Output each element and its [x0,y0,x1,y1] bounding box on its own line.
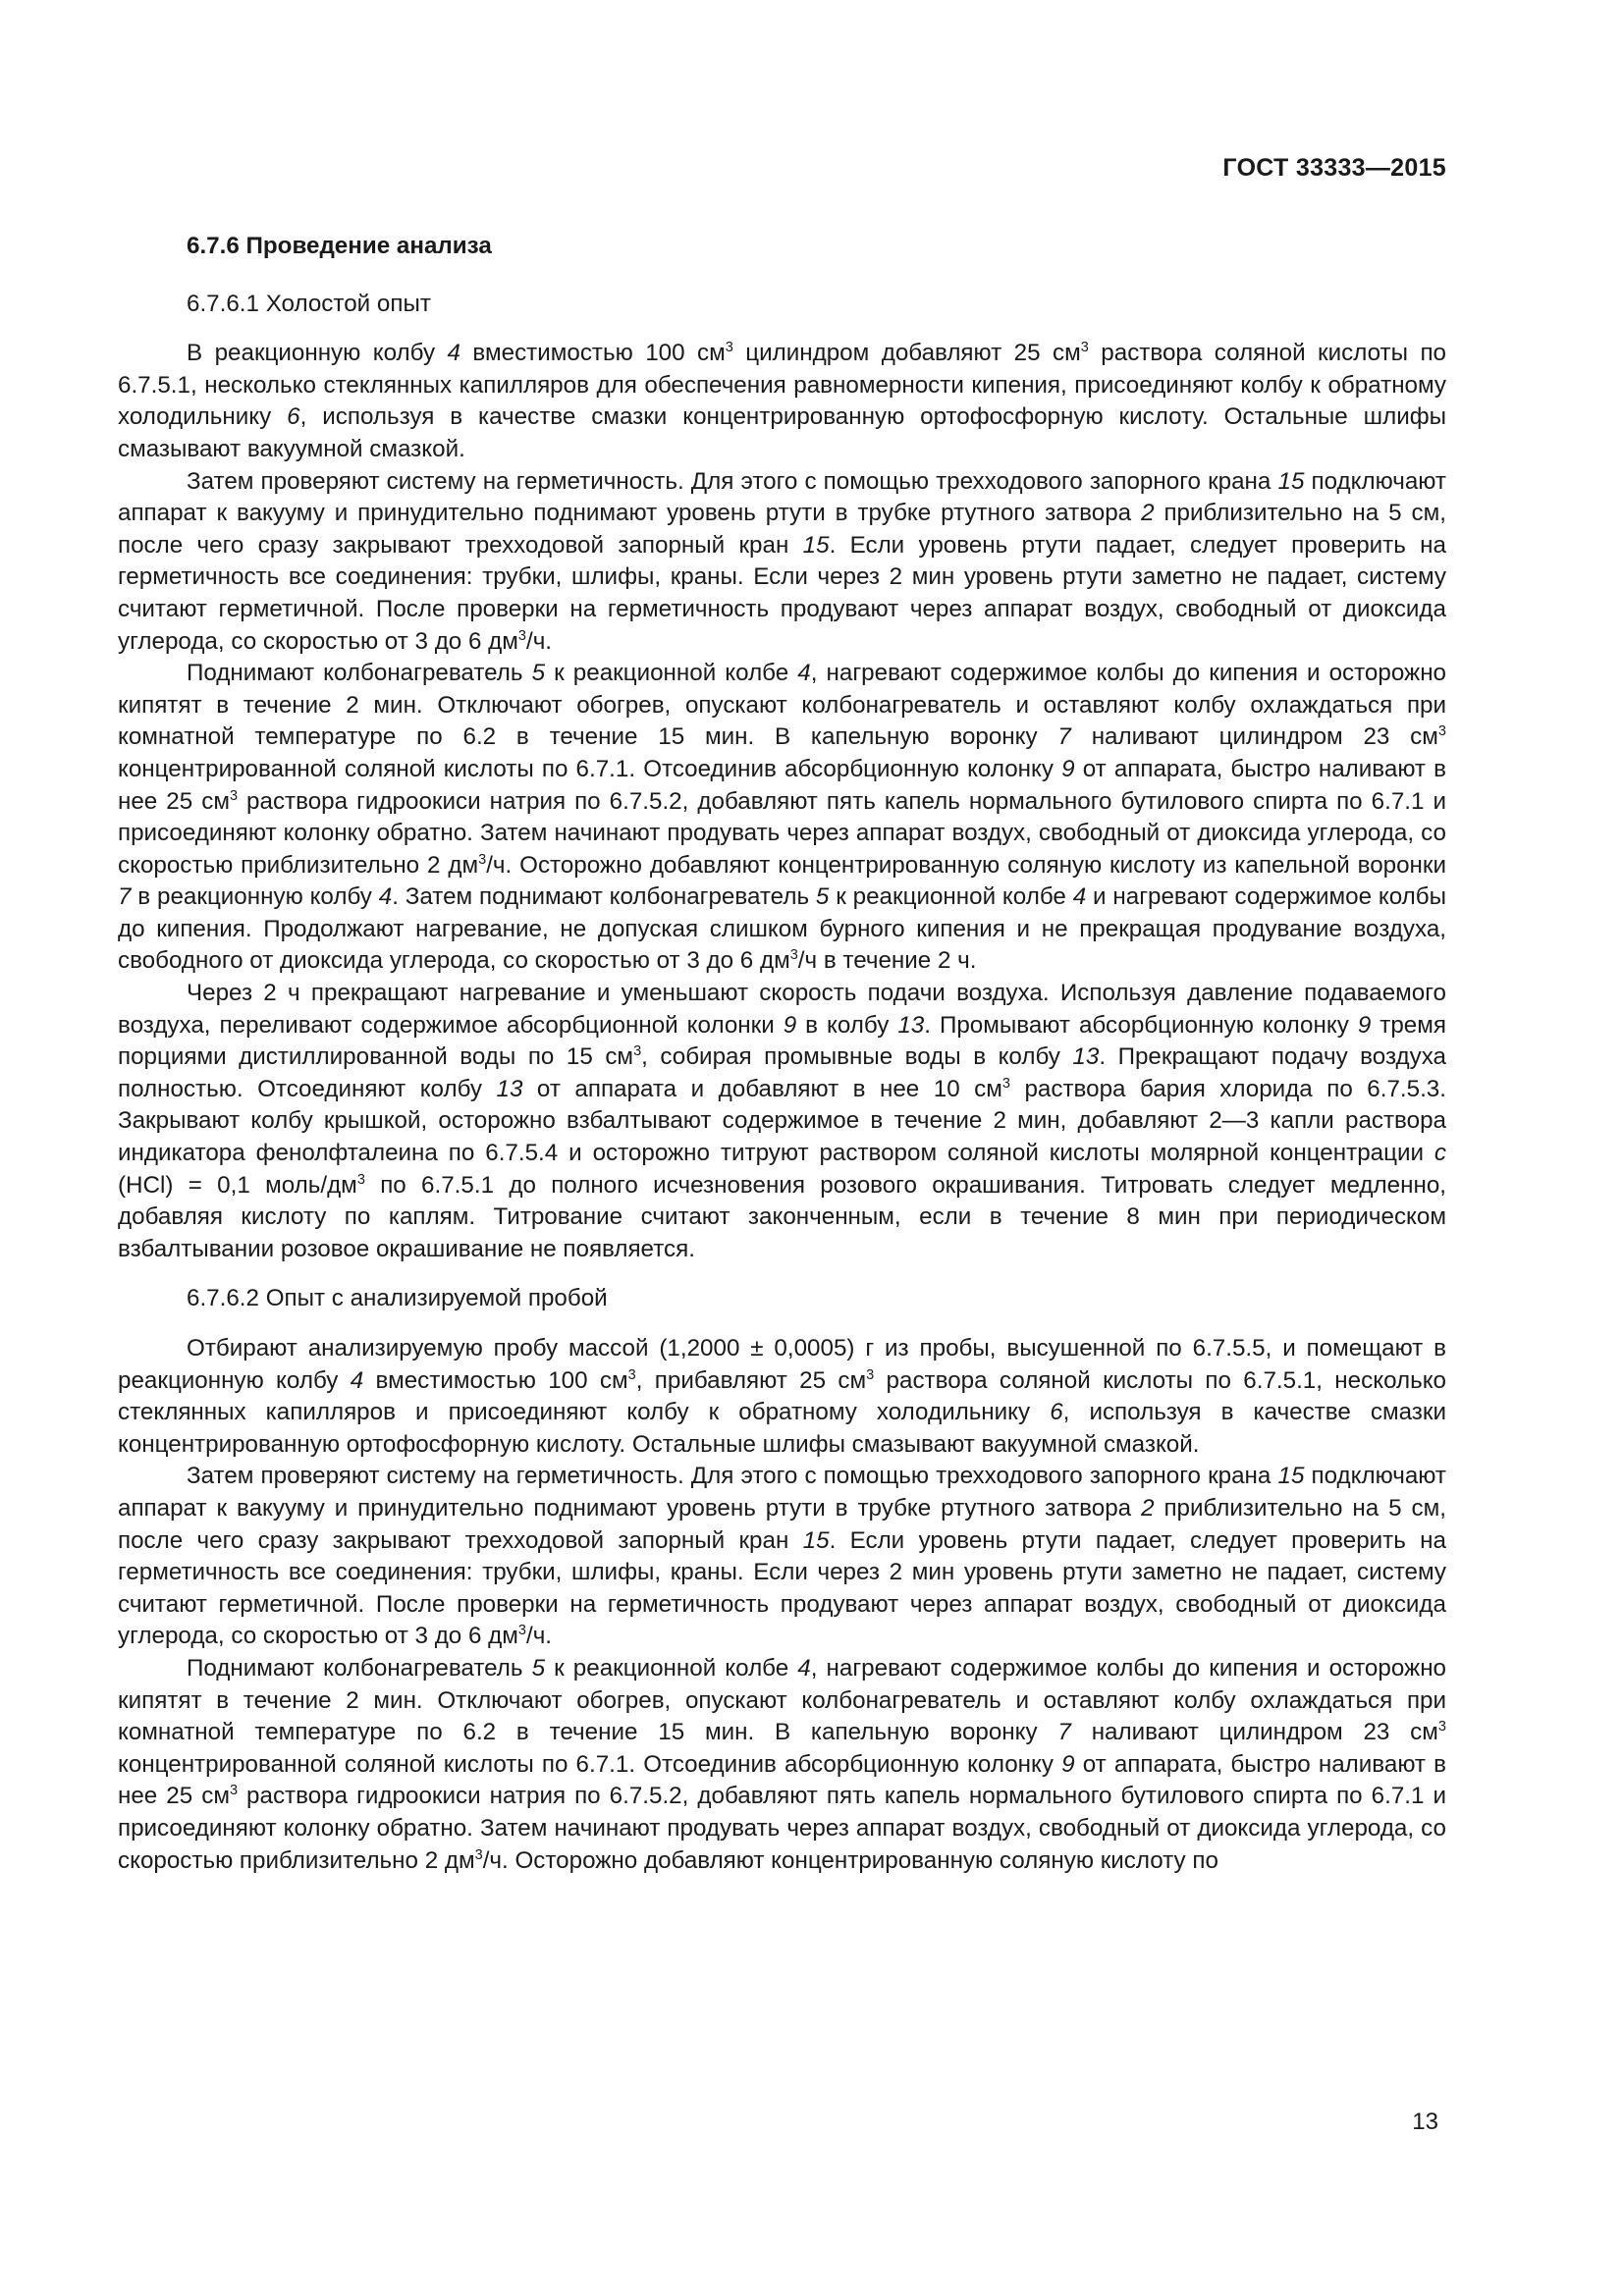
paragraph: Затем проверяют систему на герметичность. Для этого с помощью трехходового запорного крана 15 подключают аппарат к вакууму и принудительно поднимают уровень ртути в трубке ртутного затвора 2 приблизительно на 5 см, после чего сразу закрывают трехходовой запорный кран 15. Если уровень ртути падает, следует проверить на герметичность все соединения: трубки, шлифы, краны. Если через 2 мин уровень ртути заметно не падает, систему считают герметичной. После проверки на герметичность продувают через аппарат воздух, свободный от диоксида углерода, со скоростью от 3 до 6 $дм^3/ч$. [118,1463,1446,1650]
page-content [118,231,1446,1877]
paragraph: Отбирают анализируемую пробу массой (1,2000 ± 0,0005) г из пробы, высушенной по 6.7.5.5, и помещают в реакционную колбу 4 вместимостью 100 $см^3$, прибавляют 25 $см^3$ раствора соляной кислоты по 6.7.5.1, несколько стеклянных капилляров и присоединяют колбу к обратному холодильнику 6, используя в качестве смазки концентрированную ортофосфорную кислоту. Остальные шлифы смазывают вакуумной смазкой. [118,1335,1447,1458]
paragraph: В реакционную колбу 4 вместимостью 100 $см^3$ цилиндром добавляют 25 $см^3$ раствора соляной кислоты по 6.7.5.1, несколько стеклянных капилляров для обеспечения равномерности кипения, присоединяют колбу к обратному холодильнику 6, используя в качестве смазки концентрированную ортофосфорную кислоту. Остальные шлифы смазывают вакуумной смазкой. [118,340,1446,462]
paragraph: Поднимают колбонагреватель 5 к реакционной колбе 4, нагревают содержимое колбы до кипения и осторожно кипятят в течение 2 мин. Отключают обогрев, опускают колбонагреватель и оставляют колбу охлаждаться при комнатной температуре по 6.2 в течение 15 мин. В капельную воронку 7 наливают цилиндром 23 $см^3$ концентрированной соляной кислоты по 6.7.1. Отсоединив абсорбционную колонку 9 от аппарата, быстро наливают в нее 25 $см^3$ раствора гидроокиси натрия по 6.7.5.2, добавляют пять капель нормального бутилового спирта по 6.7.1 и присоединяют колонку обратно. Затем начинают продувать через аппарат воздух, свободный от диоксида углерода, со скоростью приблизительно 2 $дм^3/ч$. Осторожно добавляют концентрированную соляную кислоту по [118,1654,1446,1874]
page-number: 13 [1412,2109,1438,2135]
paragraph: Затем проверяют систему на герметичность. Для этого с помощью трехходового запорного крана 15 подключают аппарат к вакууму и принудительно поднимают уровень ртути в трубке ртутного затвора 2 приблизительно на 5 см, после чего сразу закрывают трехходовой запорный кран 15. Если уровень ртути падает, следует проверить на герметичность все соединения: трубки, шлифы, краны. Если через 2 мин уровень ртути заметно не падает, систему считают герметичной. После проверки на герметичность продувают через аппарат воздух, свободный от диоксида углерода, со скоростью от 3 до 6 $дм^3/ч$. [118,467,1446,655]
subsection-title-blank-test: 6.7.6.1 Холостой опыт [187,290,431,317]
paragraph: Поднимают колбонагреватель 5 к реакционной колбе 4, нагревают содержимое колбы до кипения и осторожно кипятят в течение 2 мин. Отключают обогрев, опускают колбонагреватель и оставляют колбу охлаждаться при комнатной температуре по 6.2 в течение 15 мин. В капельную воронку 7 наливают цилиндром 23 $см^3$ концентрированной соляной кислоты по 6.7.1. Отсоединив абсорбционную колонку 9 от аппарата, быстро наливают в нее 25 $см^3$ раствора гидроокиси натрия по 6.7.5.2, добавляют пять капель нормального бутилового спирта по 6.7.1 и присоединяют колонку обратно. Затем начинают продувать через аппарат воздух, свободный от диоксида углерода, со скоростью приблизительно 2 $дм^3/ч$. Осторожно добавляют концентрированную соляную кислоту из капельной воронки 7 в реакционную колбу 4. Затем поднимают колбонагреватель 5 к реакционной колбе 4 и нагревают содержимое колбы до кипения. Продолжают нагревание, не допуская слишком бурного кипения и не прекращая продувание воздуха, свободного от диоксида углерода, со скоростью от 3 до 6 $дм^3/ч$ в течение 2 ч. [118,660,1446,975]
document-id-header: ГОСТ 33333—2015 [1222,154,1446,182]
section-title: 6.7.6 Проведение анализа [187,233,492,259]
subsection-title-sample-test: 6.7.6.2 Опыт с анализируемой пробой [187,1285,608,1312]
paragraph: Через 2 ч прекращают нагревание и уменьшают скорость подачи воздуха. Используя давление подаваемого воздуха, переливают содержимое абсорбционной колонки 9 в колбу 13. Промывают абсорбционную колонку 9 тремя порциями дистиллированной воды по 15 $см^3$, собирая промывные воды в колбу 13. Прекращают подачу воздуха полностью. Отсоединяют колбу 13 от аппарата и добавляют в нее 10 $см^3$ раствора бария хлорида по 6.7.5.3. Закрывают колбу крышкой, осторожно взбалтывают содержимое в течение 2 мин, добавляют 2—3 капли раствора индикатора фенолфталеина по 6.7.5.4 и осторожно титруют раствором соляной кислоты молярной концентрации c (HCl) = 0,1 моль/$дм^3$ по 6.7.5.1 до полного исчезновения розового окрашивания. Титровать следует медленно, добавляя кислоту по каплям. Титрование считают законченным, если в течение 8 мин при периодическом взбалтывании розовое окрашивание не появляется. [118,980,1446,1262]
